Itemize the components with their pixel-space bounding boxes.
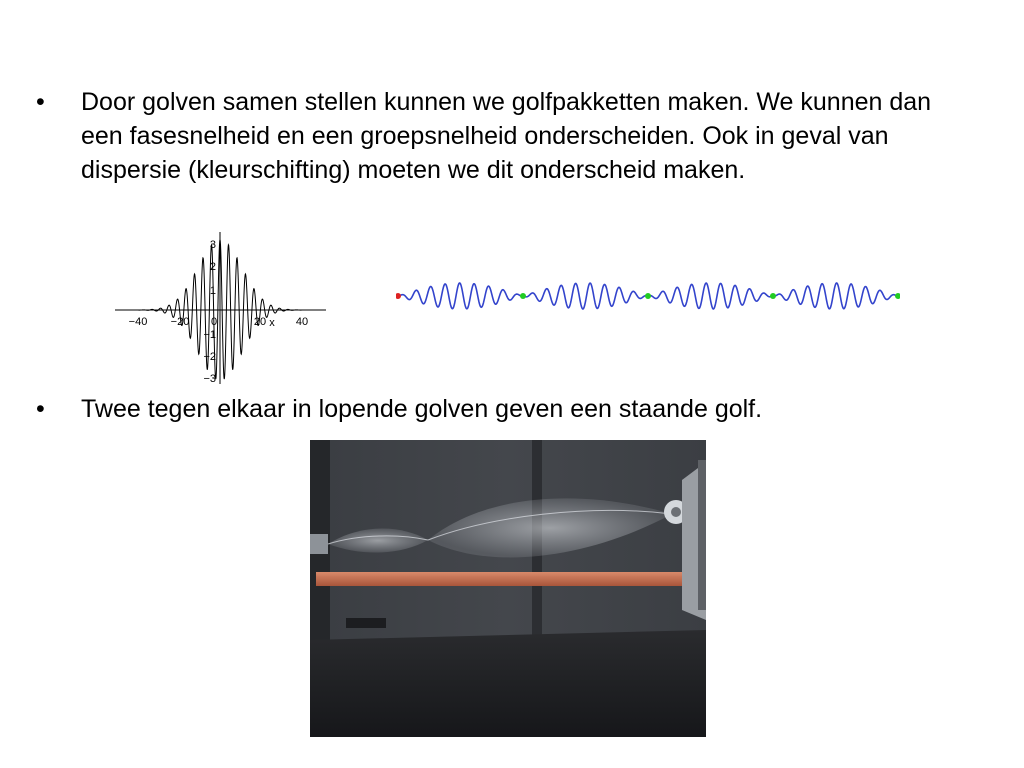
x-tick-label: 40 xyxy=(295,316,309,328)
x-tick-label: 0 xyxy=(210,316,218,328)
bullet-marker: • xyxy=(36,395,45,423)
bullet-text: Twee tegen elkaar in lopende golven geven een staande golf. xyxy=(81,395,763,423)
node-marker xyxy=(520,293,526,299)
y-tick-label: 3 xyxy=(209,239,216,251)
x-axis-label: x xyxy=(269,317,275,329)
y-tick-label: −1 xyxy=(203,329,216,341)
node-marker xyxy=(396,293,401,299)
wave-packet-plot xyxy=(114,228,330,388)
bullet-item-standing-wave xyxy=(36,392,976,426)
bullet-text: Door golven samen stellen kunnen we golfpakketten maken. We kunnen dan een fasesnelheid en een groepsnelheid onderscheiden. Ook in geval van dispersie (kleurschifting) moeten we dit onderscheid maken. xyxy=(81,88,932,184)
bullet-marker: • xyxy=(36,88,45,116)
y-tick-label: −3 xyxy=(203,373,216,385)
node-marker xyxy=(895,293,900,299)
standing-wave-photo xyxy=(310,440,706,737)
beating-wave-strip xyxy=(396,276,900,316)
bullet-item-wave-packets xyxy=(36,85,976,187)
y-tick-label: 2 xyxy=(209,261,216,273)
node-marker xyxy=(770,293,776,299)
node-marker xyxy=(645,293,651,299)
y-tick-label: 1 xyxy=(209,285,216,297)
x-tick-label: −40 xyxy=(128,316,148,328)
y-tick-label: −2 xyxy=(203,351,216,363)
x-tick-label: −20 xyxy=(170,316,190,328)
x-tick-label: 20 xyxy=(253,316,267,328)
